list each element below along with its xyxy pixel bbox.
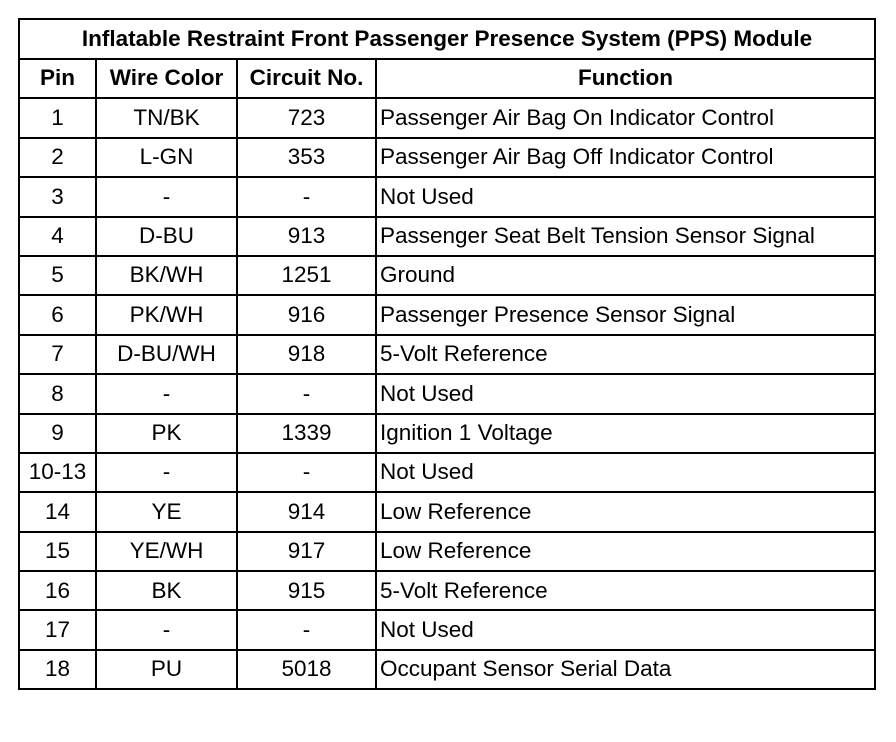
- pin-cell: 18: [19, 650, 96, 689]
- circuit-cell: 5018: [237, 650, 376, 689]
- table-row: [19, 532, 875, 571]
- circuit-cell: -: [237, 374, 376, 413]
- column-header-wire-color: Wire Color: [96, 59, 237, 98]
- table-row: [19, 256, 875, 295]
- wire-color-cell: YE/WH: [96, 532, 237, 571]
- wire-color-cell: PK: [96, 414, 237, 453]
- wire-color-cell: L-GN: [96, 138, 237, 177]
- pin-cell: 9: [19, 414, 96, 453]
- circuit-cell: 915: [237, 571, 376, 610]
- pin-cell: 7: [19, 335, 96, 374]
- function-cell: Not Used: [376, 177, 875, 216]
- circuit-cell: -: [237, 610, 376, 649]
- function-cell: Low Reference: [376, 532, 875, 571]
- table-row: [19, 414, 875, 453]
- circuit-cell: 1251: [237, 256, 376, 295]
- table-row: [19, 335, 875, 374]
- circuit-cell: 913: [237, 217, 376, 256]
- circuit-cell: 353: [237, 138, 376, 177]
- function-cell: Passenger Air Bag On Indicator Control: [376, 98, 875, 137]
- function-cell: Occupant Sensor Serial Data: [376, 650, 875, 689]
- pin-cell: 5: [19, 256, 96, 295]
- wire-color-cell: YE: [96, 492, 237, 531]
- circuit-cell: -: [237, 177, 376, 216]
- table-row: [19, 295, 875, 334]
- function-cell: 5-Volt Reference: [376, 571, 875, 610]
- pin-cell: 14: [19, 492, 96, 531]
- pin-cell: 1: [19, 98, 96, 137]
- pin-cell: 8: [19, 374, 96, 413]
- connector-pinout-table: [18, 18, 876, 690]
- table-row: [19, 492, 875, 531]
- table-row: [19, 650, 875, 689]
- circuit-cell: 1339: [237, 414, 376, 453]
- circuit-cell: 723: [237, 98, 376, 137]
- column-header-pin: Pin: [19, 59, 96, 98]
- table-body: [19, 98, 875, 689]
- column-header-circuit: Circuit No.: [237, 59, 376, 98]
- wire-color-cell: BK/WH: [96, 256, 237, 295]
- wire-color-cell: PK/WH: [96, 295, 237, 334]
- circuit-cell: -: [237, 453, 376, 492]
- wire-color-cell: D-BU: [96, 217, 237, 256]
- function-cell: 5-Volt Reference: [376, 335, 875, 374]
- pin-cell: 17: [19, 610, 96, 649]
- function-cell: Passenger Presence Sensor Signal: [376, 295, 875, 334]
- wire-color-cell: D-BU/WH: [96, 335, 237, 374]
- wire-color-cell: BK: [96, 571, 237, 610]
- function-cell: Passenger Air Bag Off Indicator Control: [376, 138, 875, 177]
- pin-cell: 3: [19, 177, 96, 216]
- table-row: [19, 217, 875, 256]
- table-row: [19, 374, 875, 413]
- table-row: [19, 138, 875, 177]
- circuit-cell: 914: [237, 492, 376, 531]
- table-row: [19, 610, 875, 649]
- wire-color-cell: -: [96, 374, 237, 413]
- wire-color-cell: PU: [96, 650, 237, 689]
- column-header-function: Function: [376, 59, 875, 98]
- circuit-cell: 917: [237, 532, 376, 571]
- circuit-cell: 916: [237, 295, 376, 334]
- function-cell: Not Used: [376, 374, 875, 413]
- table-title: Inflatable Restraint Front Passenger Presence System (PPS) Module: [19, 19, 875, 59]
- function-cell: Ignition 1 Voltage: [376, 414, 875, 453]
- function-cell: Ground: [376, 256, 875, 295]
- circuit-cell: 918: [237, 335, 376, 374]
- function-cell: Not Used: [376, 610, 875, 649]
- pin-cell: 10-13: [19, 453, 96, 492]
- pin-cell: 4: [19, 217, 96, 256]
- table-title-row: [19, 19, 875, 59]
- wire-color-cell: -: [96, 177, 237, 216]
- wire-color-cell: TN/BK: [96, 98, 237, 137]
- table-row: [19, 453, 875, 492]
- pin-cell: 16: [19, 571, 96, 610]
- function-cell: Low Reference: [376, 492, 875, 531]
- wire-color-cell: -: [96, 453, 237, 492]
- wire-color-cell: -: [96, 610, 237, 649]
- table-row: [19, 177, 875, 216]
- table-row: [19, 98, 875, 137]
- table-header-row: [19, 59, 875, 98]
- function-cell: Passenger Seat Belt Tension Sensor Signal: [376, 217, 875, 256]
- table-row: [19, 571, 875, 610]
- pin-cell: 15: [19, 532, 96, 571]
- function-cell: Not Used: [376, 453, 875, 492]
- pin-cell: 2: [19, 138, 96, 177]
- pin-cell: 6: [19, 295, 96, 334]
